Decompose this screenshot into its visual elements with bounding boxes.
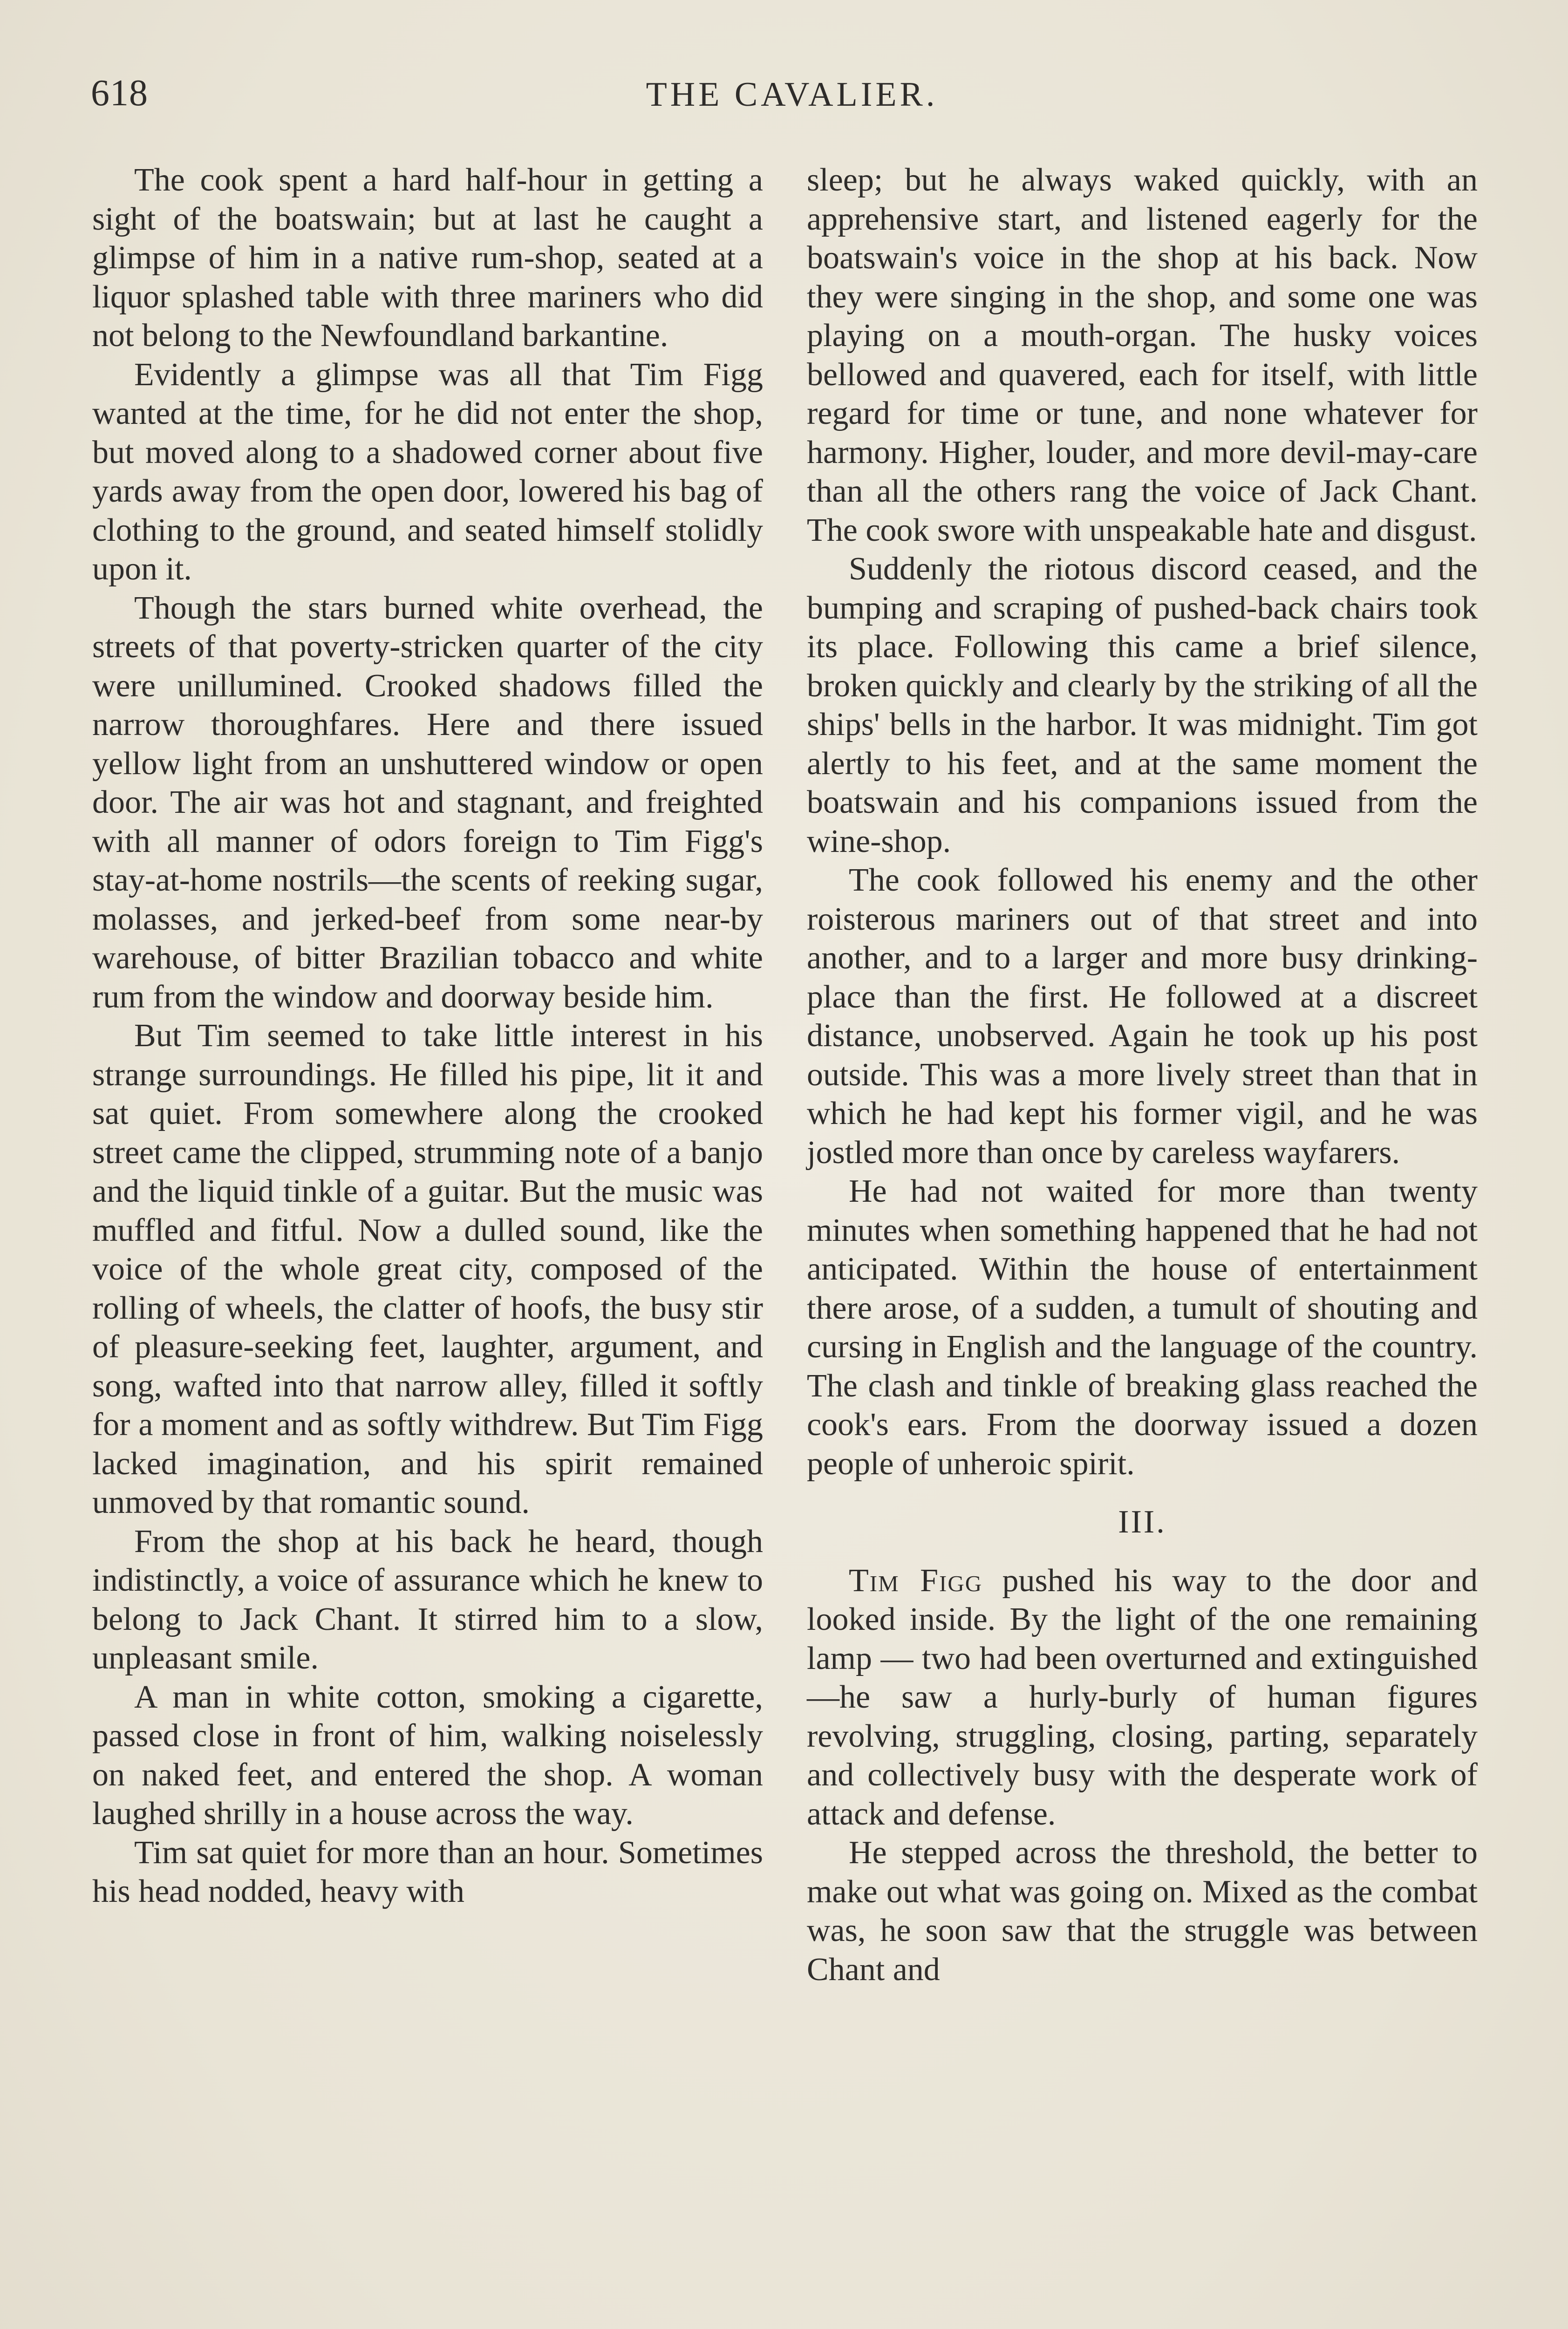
paragraph: But Tim seemed to take little interest in his strange surroundings. He filled his pipe, lit it and sat quiet. From somewhere along the crooked street came the clipped, strumming note of a banjo and the liquid tinkle of a guitar. But the music was muffled and fitful. Now a dulled sound, like the voice of the whole great city, composed of the rolling of wheels, the clatter of hoofs, the busy stir of pleasure-seeking feet, laughter, argument, and song, wafted into that narrow alley, filled it softly for a moment and as softly withdrew. But Tim Figg lacked imagination, and his spirit remained unmoved by that romantic sound. <box>92 1018 763 1520</box>
page-number: 618 <box>91 73 148 114</box>
paragraph: Evidently a glimpse was all that Tim Figg wanted at the time, for he did not enter the shop, but moved along to a shadowed corner about five yards away from the open door, lowered his bag of clothing to the ground, and seated himself stolidly upon it. <box>92 356 763 587</box>
right-column <box>807 161 1478 1989</box>
left-column <box>92 161 763 1911</box>
paragraph: Tim sat quiet for more than an hour. Sometimes his head nodded, heavy with <box>92 1834 763 1909</box>
paragraph: Though the stars burned white overhead, the streets of that poverty-stricken quarter of the city were unillumined. Crooked shadows filled the narrow thoroughfares. Here and there issued yellow light from an unshuttered window or open door. The air was hot and stagnant, and freighted with all manner of odors foreign to Tim Figg's stay-at-home nostrils—the scents of reeking sugar, molasses, and jerked-beef from some near-by warehouse, of bitter Brazilian tobacco and white rum from the window and doorway beside him. <box>92 590 763 1015</box>
paragraph: A man in white cotton, smoking a cigarette, passed close in front of him, walking noiselessly on naked feet, and entered the shop. A woman laughed shrilly in a house across the way. <box>92 1679 763 1832</box>
section-heading: III. <box>1118 1504 1166 1540</box>
paragraph: He had not waited for more than twenty minutes when something happened that he had not anticipated. Within the house of entertainment there arose, of a sudden, a tumult of shouting and cursing in English and the language of the country. The clash and tinkle of breaking glass reached the cook's ears. From the doorway issued a dozen people of unheroic spirit. <box>807 1173 1478 1482</box>
paragraph: He stepped across the threshold, the better to make out what was going on. Mixed as the combat was, he soon saw that the struggle was between Chant and <box>807 1835 1478 1988</box>
paragraph: From the shop at his back he heard, though indistinctly, a voice of assurance which he knew to belong to Jack Chant. It stirred him to a slow, unpleasant smile. <box>92 1523 763 1676</box>
paragraph: The cook followed his enemy and the other roisterous mariners out of that street and into another, and to a larger and more busy drinking-place than the first. He followed at a discreet distance, unobserved. Again he took up his post outside. This was a more lively street than that in which he had kept his former vigil, and he was jostled more than once by careless wayfarers. <box>807 862 1478 1171</box>
paragraph: The cook spent a hard half-hour in getting a sight of the boatswain; but at last he caught a glimpse of him in a native rum-shop, seated at a liquor splashed table with three mariners who did not belong to the Newfoundland barkantine. <box>92 162 763 354</box>
paragraph-text: pushed his way to the door and looked inside. By the light of the one remaining lamp — two had been overturned and extinguished—he saw a hurly-burly of human figures revolving, struggling, closing, parting, separately and collectively busy with the desperate work of attack and defense. <box>807 1562 1478 1832</box>
paragraph <box>807 1561 1478 1834</box>
paragraph-continued: sleep; but he always waked quickly, with an apprehensive start, and listened eagerly for the boatswain's voice in the shop at his back. Now they were singing in the shop, and some one was playing on a mouth-organ. The husky voices bellowed and quavered, each for itself, with little regard for time or tune, and none whatever for harmony. Higher, louder, and more devil-may-care than all the others rang the voice of Jack Chant. The cook swore with unspeakable hate and disgust. <box>807 162 1478 548</box>
paragraph: Suddenly the riotous discord ceased, and the bumping and scraping of pushed-back chairs took its place. Following this came a brief silence, broken quickly and clearly by the striking of all the ships' bells in the harbor. It was midnight. Tim got alertly to his feet, and at the same moment the boatswain and his companions issued from the wine-shop. <box>807 551 1478 859</box>
paragraph-lead: Tim Figg <box>849 1562 983 1599</box>
running-title: THE CAVALIER. <box>646 75 938 114</box>
